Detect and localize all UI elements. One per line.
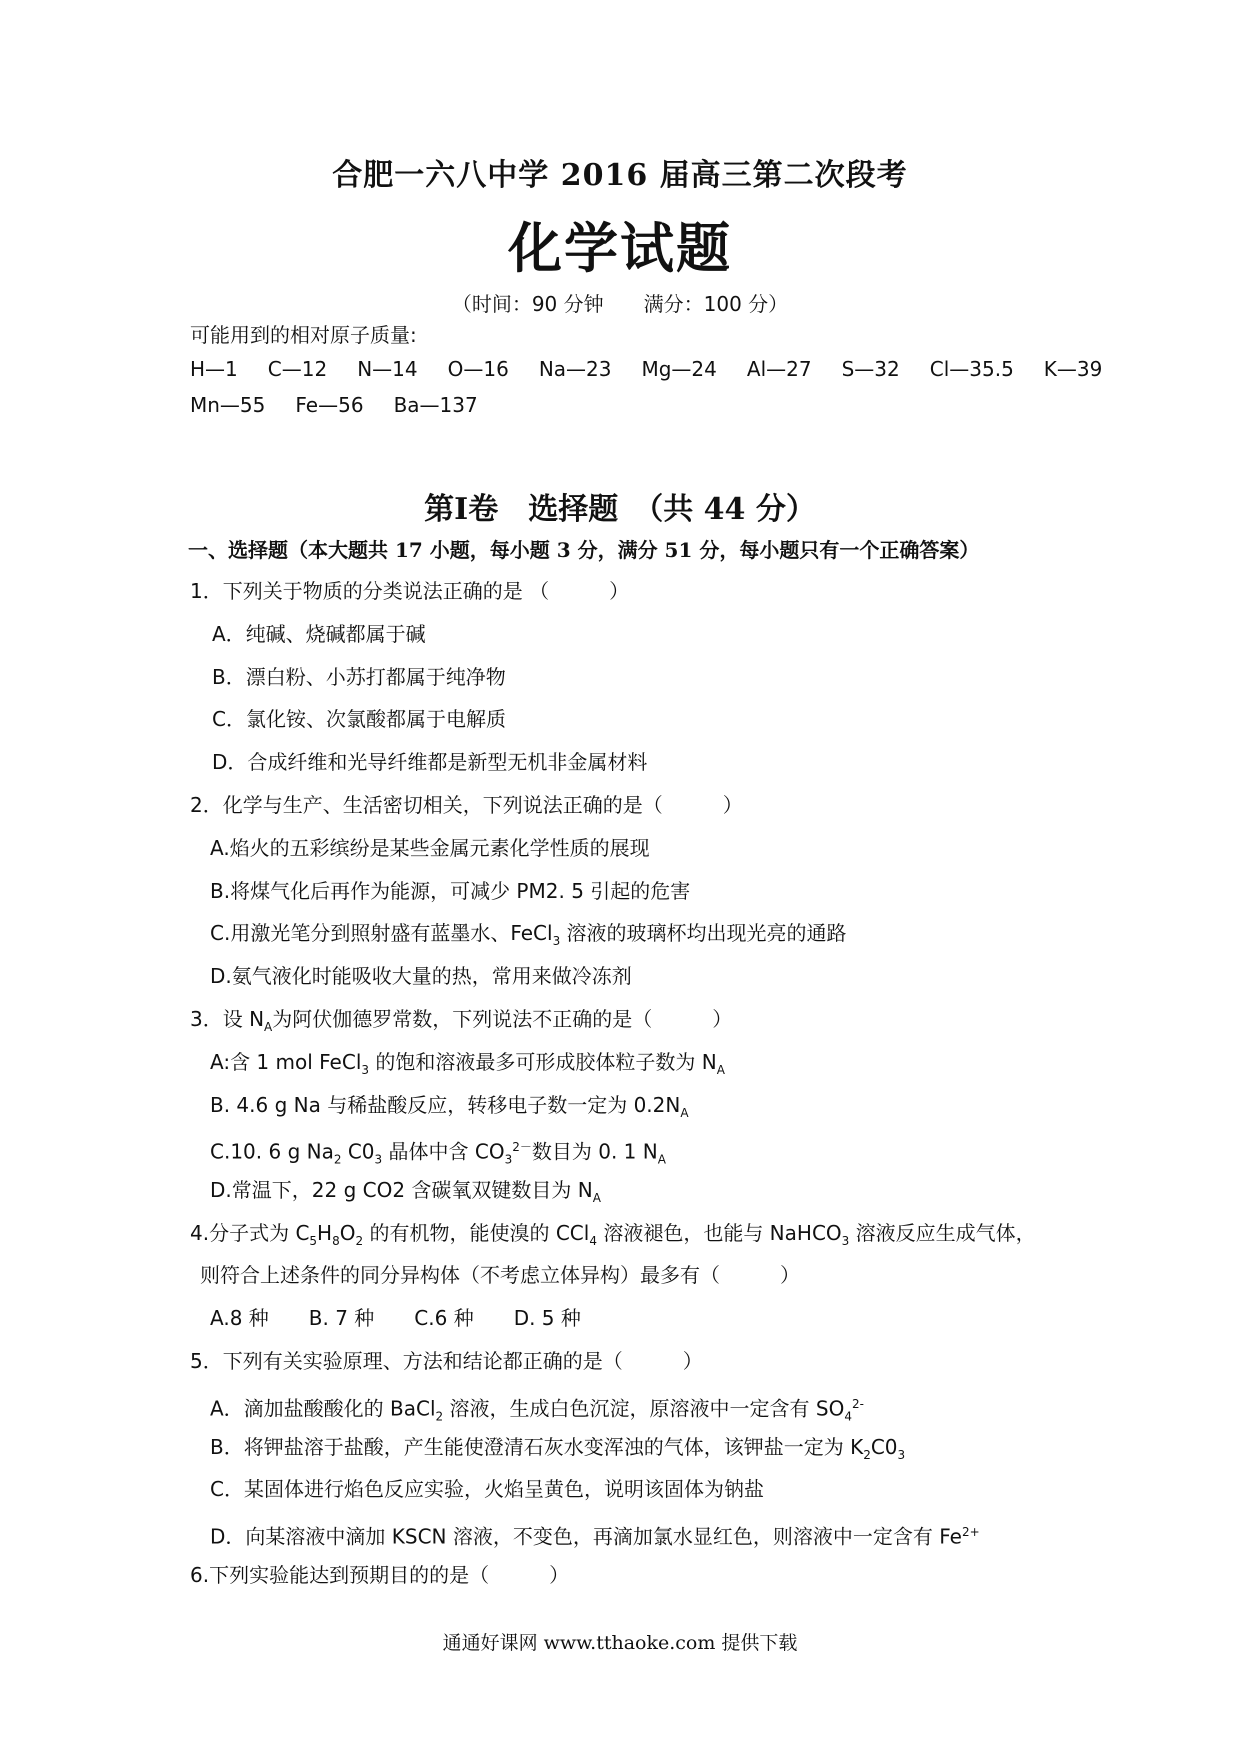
question-2-stem: 2．化学与生产、生活密切相关，下列说法正确的是（ ） [190,793,743,817]
atomic-mass-row-1 [190,356,1132,382]
atomic-mass-item: O—16 [447,357,509,381]
question-4-stem-line-2: 则符合上述条件的同分异构体（不考虑立体异构）最多有（ ） [200,1263,800,1287]
question-2-option-d: D.氨气液化时能吸收大量的热，常用来做冷冻剂 [210,964,632,988]
atomic-mass-item: Mn—55 [190,393,266,417]
question-4-stem-line-1: 4.分子式为 $C_5H_8O_2$ 的有机物，能使溴的 CCl$_4$ 溶液褪色，也能与 NaHCO$_3$ 溶液反应生成气体， [190,1221,1036,1248]
school-title: 合肥一六八中学 2016 届高三第二次段考 [332,158,908,193]
question-1-option-a: A．纯碱、烧碱都属于碱 [212,622,426,646]
atomic-mass-item: Ba—137 [393,393,478,417]
atomic-mass-item: H—1 [190,357,238,381]
question-2-option-b: B.将煤气化后再作为能源，可减少 PM2. 5 引起的危害 [210,879,691,903]
question-3-option-c: C.10. 6 g $Na_2$ $C0_3$ 晶体中含 $CO_3^{2-}$数目为 0. 1 $N_A$ [210,1139,666,1167]
question-5-stem: 5．下列有关实验原理、方法和结论都正确的是（ ） [190,1349,703,1373]
question-6-stem: 6.下列实验能达到预期目的的是（ ） [190,1563,570,1587]
question-1-stem: 1．下列关于物质的分类说法正确的是 （ ） [190,579,630,603]
atomic-mass-item: Na—23 [538,357,612,381]
question-1-option-d: D．合成纤维和光导纤维都是新型无机非金属材料 [212,750,648,774]
section-heading: 第Ⅰ卷 选择题 （共 44 分） [424,492,816,527]
score-label: 满分：100 分） [643,292,789,316]
question-3-option-b: B. 4.6 g Na 与稀盐酸反应，转移电子数一定为 $0.2N_A$ [210,1093,689,1120]
atomic-mass-item: Cl—35.5 [929,357,1014,381]
time-label: （时间：90 分钟 [451,292,604,316]
question-1-option-b: B．漂白粉、小苏打都属于纯净物 [212,665,506,689]
question-1-option-c: C．氯化铵、次氯酸都属于电解质 [212,707,506,731]
subject-title: 化学试题 [508,216,732,280]
atomic-mass-item: Al—27 [746,357,812,381]
question-2-option-a: A.焰火的五彩缤纷是某些金属元素化学性质的展现 [210,836,650,860]
question-3-option-d: D.常温下，22 g CO2 含碳氧双键数目为 $N_A$ [210,1178,601,1205]
atomic-mass-item: Mg—24 [641,357,717,381]
atomic-mass-item: Fe—56 [295,393,364,417]
question-4-options: A.8 种 B. 7 种 C.6 种 D. 5 种 [210,1306,581,1330]
atomic-mass-row-2 [190,392,508,418]
part-heading: 一、选择题（本大题共 17 小题，每小题 3 分，满分 51 分，每小题只有一个正确答案） [188,538,980,562]
question-2-option-c: C.用激光笔分到照射盛有蓝墨水、FeCl$_3$ 溶液的玻璃杯均出现光亮的通路 [210,921,847,948]
footer-credit: 通通好课网 www.tthaoke.com 提供下载 [442,1632,798,1654]
question-5-option-a: A．滴加盐酸酸化的 BaCl$_2$ 溶液，生成白色沉淀，原溶液中一定含有 $SO_4^{2-}$ [210,1396,864,1424]
question-5-option-c: C．某固体进行焰色反应实验，火焰呈黄色，说明该固体为钠盐 [210,1477,764,1501]
atomic-mass-item: N—14 [357,357,418,381]
question-5-option-d: D．向某溶液中滴加 KSCN 溶液，不变色，再滴加氯水显红色，则溶液中一定含有 $Fe^{2+}$ [210,1524,980,1549]
exam-info [0,288,1240,317]
atomic-mass-item: C—12 [267,357,328,381]
question-5-option-b: B．将钾盐溶于盐酸，产生能使澄清石灰水变浑浊的气体，该钾盐一定为 $K_2C0_3$ [210,1435,906,1462]
atomic-mass-item: S—32 [841,357,900,381]
question-3-stem: 3．设 $N_A$为阿伏伽德罗常数，下列说法不正确的是（ ） [190,1007,733,1034]
question-3-option-a: A:含 1 mol FeCl$_3$ 的饱和溶液最多可形成胶体粒子数为 $N_A$ [210,1050,725,1077]
atomic-mass-intro: 可能用到的相对原子质量: [190,323,417,347]
atomic-mass-item: K—39 [1043,357,1103,381]
